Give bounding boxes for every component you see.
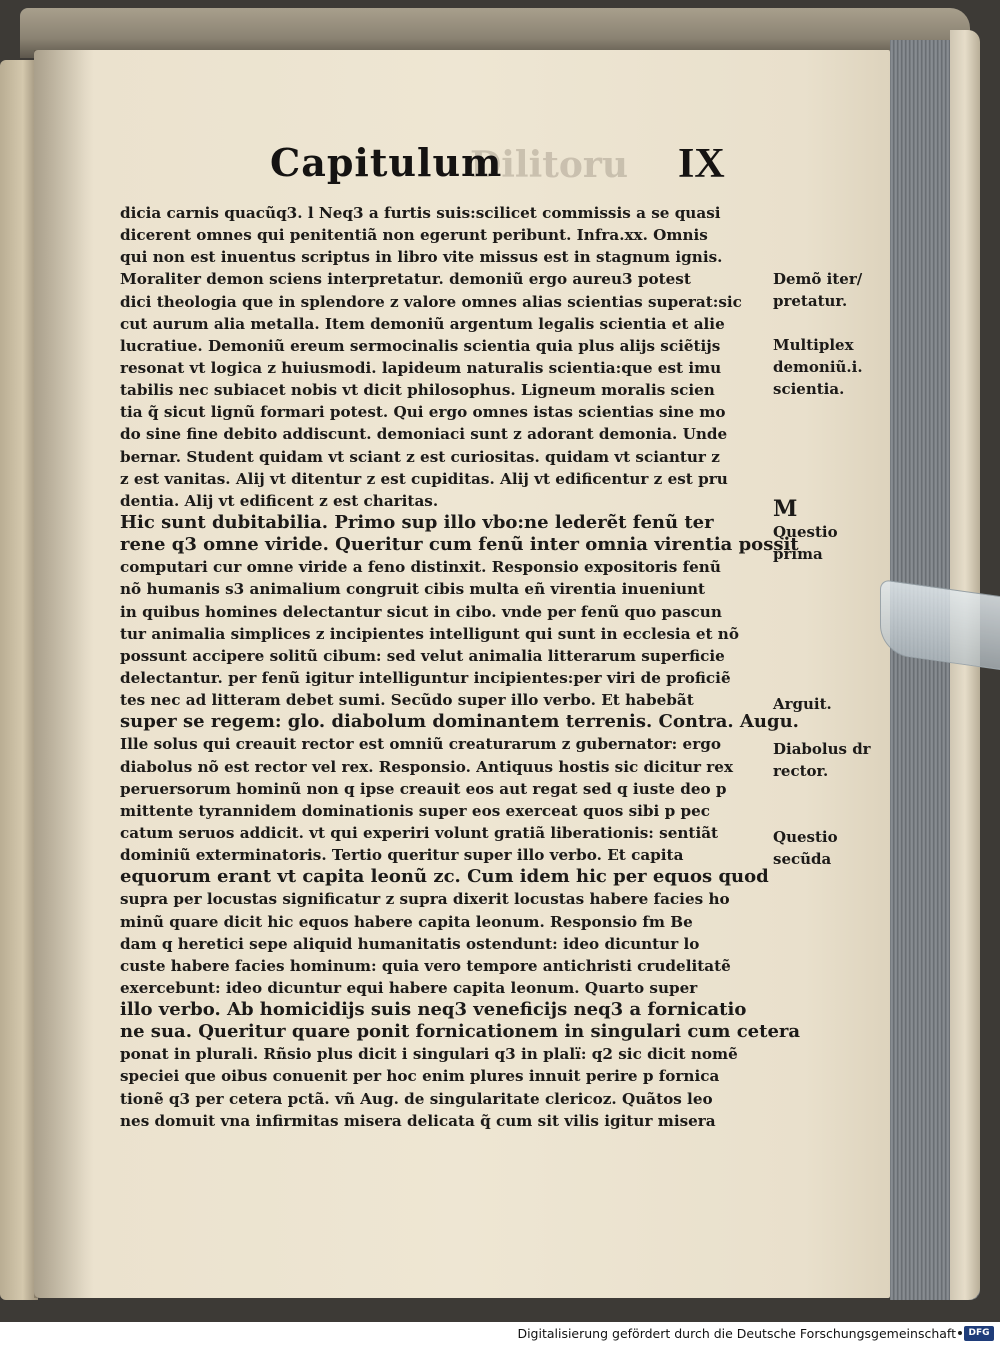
gutter-shadow <box>34 50 94 1298</box>
text-line: mittente tyrannidem dominationis super eos exerceat quos sibi p pec <box>120 801 711 820</box>
text-line: tes nec ad litteram debet sumi. Secũdo super illo verbo. Et habebãt <box>120 691 694 710</box>
text-line: do sine fine debito addiscunt. demoniaci sunt z adorant demonia. Unde <box>120 425 728 444</box>
marginal-note: Demõ iter/ <box>773 270 863 288</box>
text-line: dam q heretici sepe aliquid humanitatis ostendunt: ideo dicuntur lo <box>120 934 700 953</box>
text-line: lucratiue. Demoniũ ereum sermocinalis scientia quia plus alijs sciẽtijs <box>120 336 721 355</box>
separator-dot <box>958 1331 962 1335</box>
text-line: resonat vt logica z huiusmodi. lapideum naturalis scientia:que est imu <box>120 358 722 377</box>
text-line: supra per locustas significatur z supra dixerit locustas habere facies ho <box>120 890 730 909</box>
marginal-note: secũda <box>773 850 832 868</box>
text-line: peruersorum hominũ non q ipse creauit eos aut regat sed q iuste deo p <box>120 779 727 798</box>
text-line: diabolus nõ est rector vel rex. Responsio. Antiquus hostis sic dicitur rex <box>120 757 733 776</box>
text-line: catum seruos addicit. vt qui experiri volunt gratiã liberationis: sentiãt <box>120 823 719 842</box>
text-line: dicerent omnes qui penitentiã non egerunt peribunt. Infra.xx. Omnis <box>120 226 708 245</box>
marginal-note: Diabolus dr <box>773 740 871 758</box>
text-line: computari cur omne viride a feno distinxit. Responsio expositoris fenũ <box>120 558 721 577</box>
text-line: nes domuit vna infirmitas misera delicata q̃ cum sit vilis igitur misera <box>120 1111 716 1130</box>
text-line: possunt accipere solitũ cibum: sed velut animalia litterarum superficie <box>120 646 725 665</box>
marginal-note: Questio <box>773 523 838 541</box>
text-line: tabilis nec subiacet nobis vt dicit philosophus. Ligneum moralis scien <box>120 381 715 400</box>
text-line: Moraliter demon sciens interpretatur. demoniũ ergo aureu3 potest <box>120 270 691 289</box>
marginal-note: Arguit. <box>773 695 832 713</box>
text-line: tia q̃ sicut lignũ formari potest. Qui ergo omnes istas scientias sine mo <box>120 403 726 422</box>
text-line: super se regem: glo. diabolum dominantem terrenis. Contra. Augu. <box>120 711 799 733</box>
marginal-note: rector. <box>773 762 829 780</box>
dfg-logo: DFG <box>964 1326 994 1341</box>
text-line: Hic sunt dubitabilia. Primo sup illo vbo:ne lederẽt fenũ ter <box>120 511 714 533</box>
text-line: ponat in plurali. Rñsio plus dicit i singulari q3 in plalï: q2 sic dicit nomẽ <box>120 1045 738 1064</box>
text-line: cut aurum alia metalla. Item demoniũ argentum legalis scientia et alie <box>120 314 725 333</box>
text-line: illo verbo. Ab homicidijs suis neq3 veneficijs neq3 a fornicatio <box>120 999 747 1021</box>
text-line: tur animalia simplices z incipientes intelligunt qui sunt in ecclesia et nõ <box>120 624 739 643</box>
left-page-edge <box>0 60 38 1300</box>
text-line: nõ humanis s3 animalium congruit cibis multa eñ virentia inueniunt <box>120 580 706 599</box>
text-line: equorum erant vt capita leonũ zc. Cum idem hic per equos quod <box>120 866 769 888</box>
running-head <box>270 140 750 200</box>
show-through-text: Dilitoru <box>470 144 629 186</box>
marginal-note: M <box>773 496 798 522</box>
text-line: tionẽ q3 per cetera pctã. vñ Aug. de singularitate clericoz. Quãtos leo <box>120 1089 713 1108</box>
marginal-note: scientia. <box>773 380 845 398</box>
text-line: minũ quare dicit hic equos habere capita leonum. Responsio fm Be <box>120 912 693 931</box>
text-line: in quibus homines delectantur sicut in cibo. vnde per fenũ quo pascun <box>120 602 722 621</box>
text-line: dicia carnis quacũq3. l Neq3 a furtis suis:scilicet commissis a se quasi <box>120 204 721 222</box>
text-line: ne sua. Queritur quare ponit fornicationem in singulari cum cetera <box>120 1021 801 1043</box>
funding-credit: Digitalisierung gefördert durch die Deutsche Forschungsgemeinschaft <box>517 1326 956 1341</box>
text-line: rene q3 omne viride. Queritur cum fenũ inter omnia virentia possit <box>120 534 799 556</box>
text-line: z est vanitas. Alij vt ditentur z est cupiditas. Alij vt edificentur z est pru <box>120 469 728 488</box>
marginal-note: pretatur. <box>773 292 848 310</box>
text-line: dominiũ exterminatoris. Tertio queritur super illo verbo. Et capita <box>120 846 684 865</box>
text-line: bernar. Student quidam vt sciant z est curiositas. quidam vt sciantur z <box>120 447 720 466</box>
text-line: custe habere facies hominum: quia vero tempore antichristi crudelitatẽ <box>120 956 731 975</box>
marginal-note: Questio <box>773 828 838 846</box>
text-line: speciei que oibus conuenit per hoc enim plures innuit perire p fornica <box>120 1067 720 1086</box>
footer-bar <box>0 1322 1000 1345</box>
text-line: qui non est inuentus scriptus in libro vite missus est in stagnum ignis. <box>120 248 723 267</box>
marginal-note: demoniũ.i. <box>773 358 863 376</box>
text-line: delectantur. per fenũ igitur intelliguntur incipientes:per viri de proficiẽ <box>120 668 731 687</box>
chapter-title: Capitulum <box>270 140 503 185</box>
chapter-number: IX <box>678 141 725 187</box>
text-line: dici theologia que in splendore z valore omnes alias scientias superat:sic <box>120 292 742 311</box>
text-line: dentia. Alij vt edificent z est charitas. <box>120 491 439 510</box>
marginal-note: prima <box>773 545 823 563</box>
text-line: exercebunt: ideo dicuntur equi habere capita leonum. Quarto super <box>120 978 698 997</box>
marginal-note: Multiplex <box>773 336 854 354</box>
text-line: Ille solus qui creauit rector est omniũ creaturarum z gubernator: ergo <box>120 735 721 754</box>
